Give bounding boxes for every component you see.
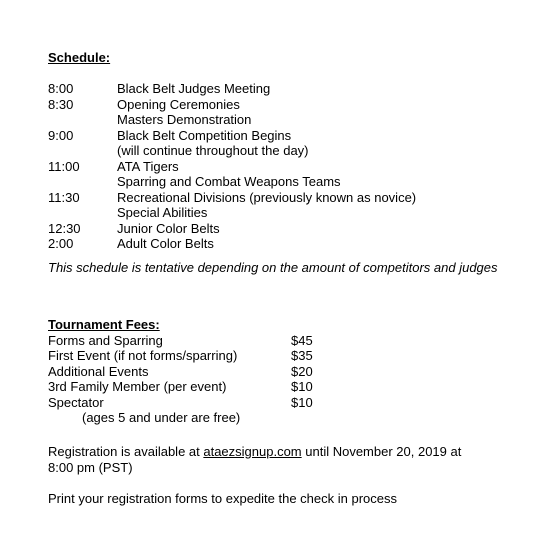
schedule-item: Adult Color Belts	[117, 236, 214, 251]
fees-heading: Tournament Fees:	[48, 316, 160, 332]
schedule-item: Recreational Divisions (previously known as novice)	[117, 189, 417, 205]
fee-label: Forms and Sparring	[48, 332, 163, 348]
schedule-item: (will continue throughout the day)	[117, 143, 309, 158]
schedule-row	[48, 128, 528, 159]
schedule-item: ATA Tigers	[117, 158, 179, 174]
schedule-item: Black Belt Competition Begins	[117, 127, 292, 143]
schedule-row	[48, 97, 528, 128]
schedule-time: 8:30	[48, 96, 74, 112]
fee-label: Additional Events	[48, 363, 149, 379]
fee-label: First Event (if not forms/sparring)	[48, 348, 238, 363]
fee-price: $35	[291, 348, 313, 363]
schedule-row	[48, 221, 528, 237]
schedule-row	[48, 190, 528, 221]
schedule-item: Black Belt Judges Meeting	[117, 81, 271, 96]
schedule-time: 9:00	[48, 127, 74, 143]
registration-text-after: until November 20, 2019 at 8:00 pm (PST)	[48, 443, 462, 475]
schedule-items	[117, 190, 528, 221]
schedule-time: 11:30	[48, 189, 80, 205]
schedule-items	[117, 159, 528, 190]
schedule-items	[117, 128, 528, 159]
schedule-time: 8:00	[48, 81, 74, 96]
fee-row	[48, 364, 528, 380]
schedule-items	[117, 81, 528, 97]
fee-row	[48, 333, 528, 349]
fee-list	[48, 333, 528, 426]
fee-price: $10	[291, 394, 313, 410]
fee-row	[48, 379, 528, 395]
schedule-item: Special Abilities	[117, 205, 208, 220]
schedule-item: Opening Ceremonies	[117, 96, 240, 112]
schedule-items	[117, 97, 528, 128]
schedule-time: 2:00	[48, 236, 74, 251]
document-page	[48, 50, 528, 507]
print-note: Print your registration forms to expedite the check in process	[48, 490, 397, 506]
fee-row	[48, 395, 528, 411]
fee-label: 3rd Family Member (per event)	[48, 379, 227, 394]
schedule-note: This schedule is tentative depending on the amount of competitors and judges	[48, 259, 498, 275]
schedule-item: Masters Demonstration	[117, 112, 252, 127]
schedule-heading: Schedule:	[48, 50, 111, 65]
fee-price: $10	[291, 379, 313, 394]
registration-link[interactable]: ataezsignup.com	[203, 443, 302, 459]
registration-paragraph	[48, 444, 488, 476]
fee-row	[48, 348, 528, 364]
fee-label: Spectator	[48, 394, 104, 410]
schedule-row	[48, 81, 528, 97]
schedule-row	[48, 236, 528, 252]
schedule-time: 11:00	[48, 158, 80, 174]
registration-text-before: Registration is available at	[48, 443, 204, 459]
schedule-row	[48, 159, 528, 190]
fee-price: $45	[291, 332, 313, 348]
fee-price: $20	[291, 363, 313, 379]
schedule-item: Junior Color Belts	[117, 220, 220, 236]
schedule-list	[48, 81, 528, 252]
schedule-item: Sparring and Combat Weapons Teams	[117, 174, 341, 189]
fee-note: (ages 5 and under are free)	[82, 410, 241, 425]
schedule-items	[117, 236, 528, 252]
schedule-time: 12:30	[48, 220, 81, 236]
schedule-items	[117, 221, 528, 237]
